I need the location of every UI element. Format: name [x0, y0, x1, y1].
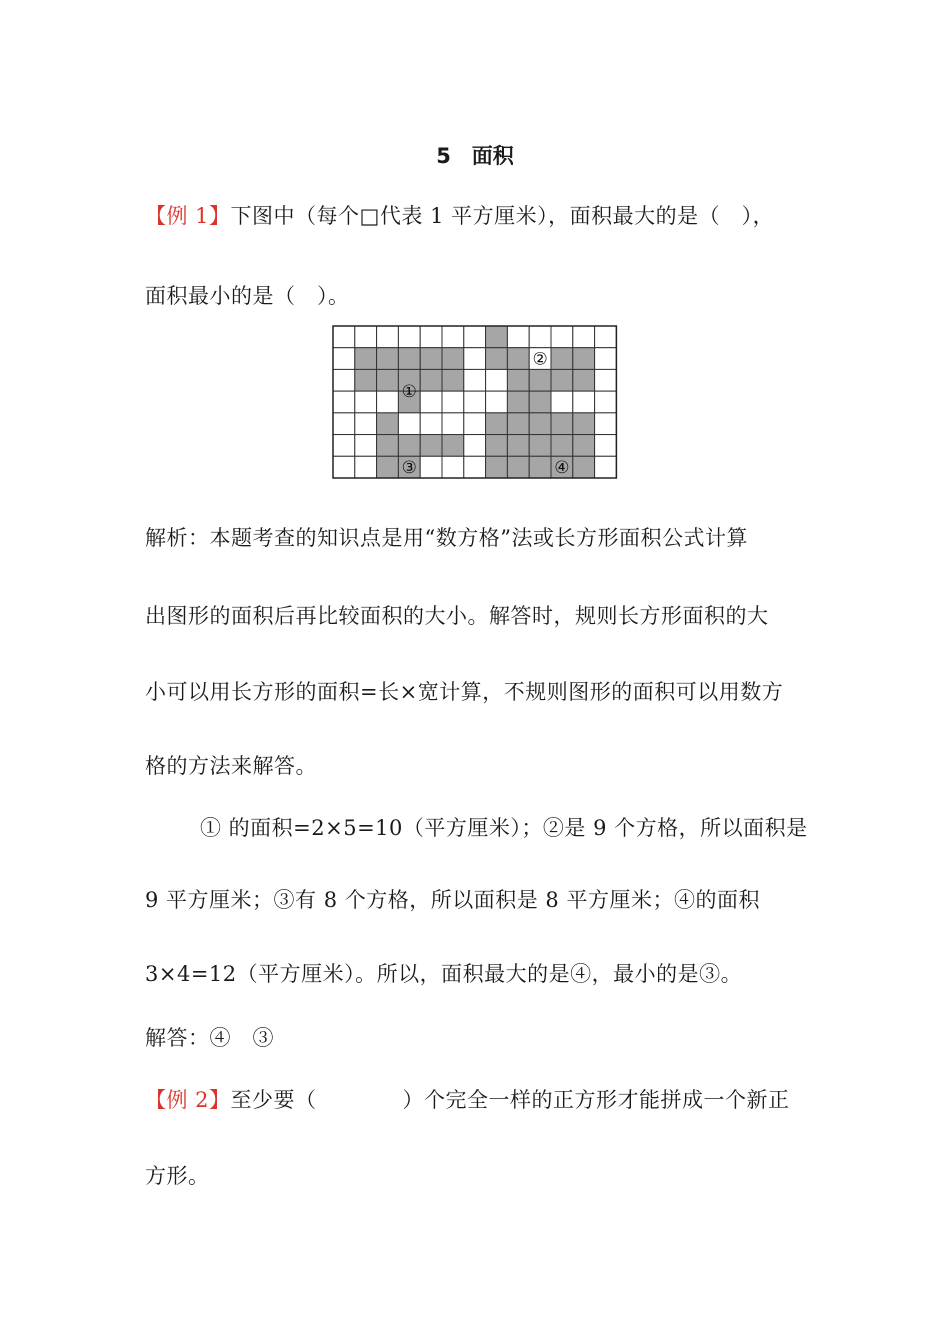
shaded-grid-cell: [377, 348, 399, 370]
shaded-grid-cell: [486, 348, 508, 370]
grid-cell: [398, 326, 420, 348]
grid-cell: [420, 326, 442, 348]
grid-cell: [398, 413, 420, 435]
grid-cell: [442, 326, 464, 348]
shaded-grid-cell: [420, 435, 442, 457]
grid-cell: [573, 326, 595, 348]
shaded-grid-cell: [507, 435, 529, 457]
shaded-grid-cell: [398, 348, 420, 370]
analysis-line: 小可以用长方形的面积=长×宽计算，不规则图形的面积可以用数方: [145, 680, 784, 704]
grid-cell: [355, 435, 377, 457]
shaded-grid-cell: [507, 456, 529, 478]
shaded-grid-cell: [551, 435, 573, 457]
grid-cell: [377, 326, 399, 348]
grid-cell: [464, 391, 486, 413]
example-1-line-1: [145, 200, 774, 230]
shaded-grid-cell: [398, 435, 420, 457]
example-2-tag: 【例 2】: [145, 1088, 231, 1112]
grid-cell: [486, 369, 508, 391]
shaded-grid-cell: [507, 391, 529, 413]
grid-cell: [333, 369, 355, 391]
figure-label: ④: [554, 458, 570, 479]
figure-label: ①: [401, 382, 417, 403]
grid-cell: [595, 435, 617, 457]
grid-cell: [442, 456, 464, 478]
shaded-grid-cell: [377, 369, 399, 391]
example-1-question-text: 下图中（每个□代表 1 平方厘米），面积最大的是（ ），: [230, 204, 775, 228]
example-2-question-text: 至少要（ ）个完全一样的正方形才能拼成一个新正: [230, 1088, 790, 1112]
example-1-tag: 【例 1】: [145, 204, 231, 228]
shaded-grid-cell: [442, 435, 464, 457]
grid-cell: [355, 391, 377, 413]
grid-cell: [595, 413, 617, 435]
grid-cell: [442, 391, 464, 413]
figure-label: ②: [532, 349, 548, 370]
shaded-grid-cell: [573, 348, 595, 370]
shaded-grid-cell: [507, 348, 529, 370]
shaded-grid-cell: [529, 369, 551, 391]
detail-line: 9 平方厘米；③有 8 个方格，所以面积是 8 平方厘米；④的面积: [145, 888, 760, 912]
grid-cell: [529, 326, 551, 348]
grid-cell: [377, 391, 399, 413]
example-2-line-1: [145, 1084, 790, 1114]
grid-cell: [464, 369, 486, 391]
grid-cell: [464, 435, 486, 457]
shaded-grid-cell: [486, 435, 508, 457]
shaded-grid-cell: [551, 369, 573, 391]
grid-cell: [333, 348, 355, 370]
example-1-line-2: 面积最小的是（ ）。: [145, 284, 350, 308]
shaded-grid-cell: [573, 413, 595, 435]
grid-cell: [464, 326, 486, 348]
shaded-grid-cell: [355, 369, 377, 391]
shaded-grid-cell: [442, 348, 464, 370]
shaded-grid-cell: [507, 413, 529, 435]
example-2-line-2: 方形。: [145, 1164, 210, 1188]
grid-cell: [420, 391, 442, 413]
answer-line: 解答：④ ③: [145, 1026, 274, 1050]
shaded-grid-cell: [529, 435, 551, 457]
shaded-grid-cell: [573, 369, 595, 391]
grid-cell: [464, 348, 486, 370]
page-title: 5 面积: [436, 144, 514, 168]
grid-cell: [486, 391, 508, 413]
shaded-grid-cell: [442, 369, 464, 391]
shaded-grid-cell: [551, 348, 573, 370]
shaded-grid-cell: [486, 326, 508, 348]
shaded-grid-cell: [420, 369, 442, 391]
grid-cell: [355, 456, 377, 478]
grid-cell: [333, 435, 355, 457]
grid-cell: [420, 413, 442, 435]
grid-cell: [595, 456, 617, 478]
detail-line: ① 的面积=2×5=10（平方厘米）；②是 9 个方格，所以面积是: [200, 816, 808, 840]
grid-cell: [333, 326, 355, 348]
shaded-grid-cell: [486, 413, 508, 435]
grid-cell: [420, 456, 442, 478]
grid-cell: [507, 326, 529, 348]
grid-cell: [551, 391, 573, 413]
shaded-grid-cell: [551, 413, 573, 435]
area-grid-figure: [332, 325, 619, 481]
shaded-grid-cell: [377, 413, 399, 435]
grid-cell: [355, 413, 377, 435]
shaded-grid-cell: [573, 435, 595, 457]
grid-cell: [464, 413, 486, 435]
grid-cell: [355, 326, 377, 348]
grid-cell: [333, 413, 355, 435]
shaded-grid-cell: [529, 391, 551, 413]
shaded-grid-cell: [420, 348, 442, 370]
grid-cell: [442, 413, 464, 435]
grid-cell: [573, 391, 595, 413]
grid-cell: [595, 391, 617, 413]
shaded-grid-cell: [377, 435, 399, 457]
shaded-grid-cell: [507, 369, 529, 391]
grid-cell: [464, 456, 486, 478]
detail-line: 3×4=12（平方厘米）。所以，面积最大的是④，最小的是③。: [145, 962, 743, 986]
figure-label: ③: [401, 458, 417, 479]
analysis-line: 出图形的面积后再比较面积的大小。解答时，规则长方形面积的大: [145, 604, 769, 628]
shaded-grid-cell: [486, 456, 508, 478]
shaded-grid-cell: [529, 413, 551, 435]
shaded-grid-cell: [573, 456, 595, 478]
shaded-grid-cell: [377, 456, 399, 478]
grid-cell: [595, 348, 617, 370]
grid-cell: [551, 326, 573, 348]
analysis-line: 解析：本题考查的知识点是用“数方格”法或长方形面积公式计算: [145, 526, 748, 550]
grid-cell: [595, 326, 617, 348]
grid-cell: [333, 456, 355, 478]
analysis-line: 格的方法来解答。: [145, 754, 317, 778]
grid-cell: [333, 391, 355, 413]
shaded-grid-cell: [529, 456, 551, 478]
shaded-grid-cell: [355, 348, 377, 370]
grid-cell: [595, 369, 617, 391]
